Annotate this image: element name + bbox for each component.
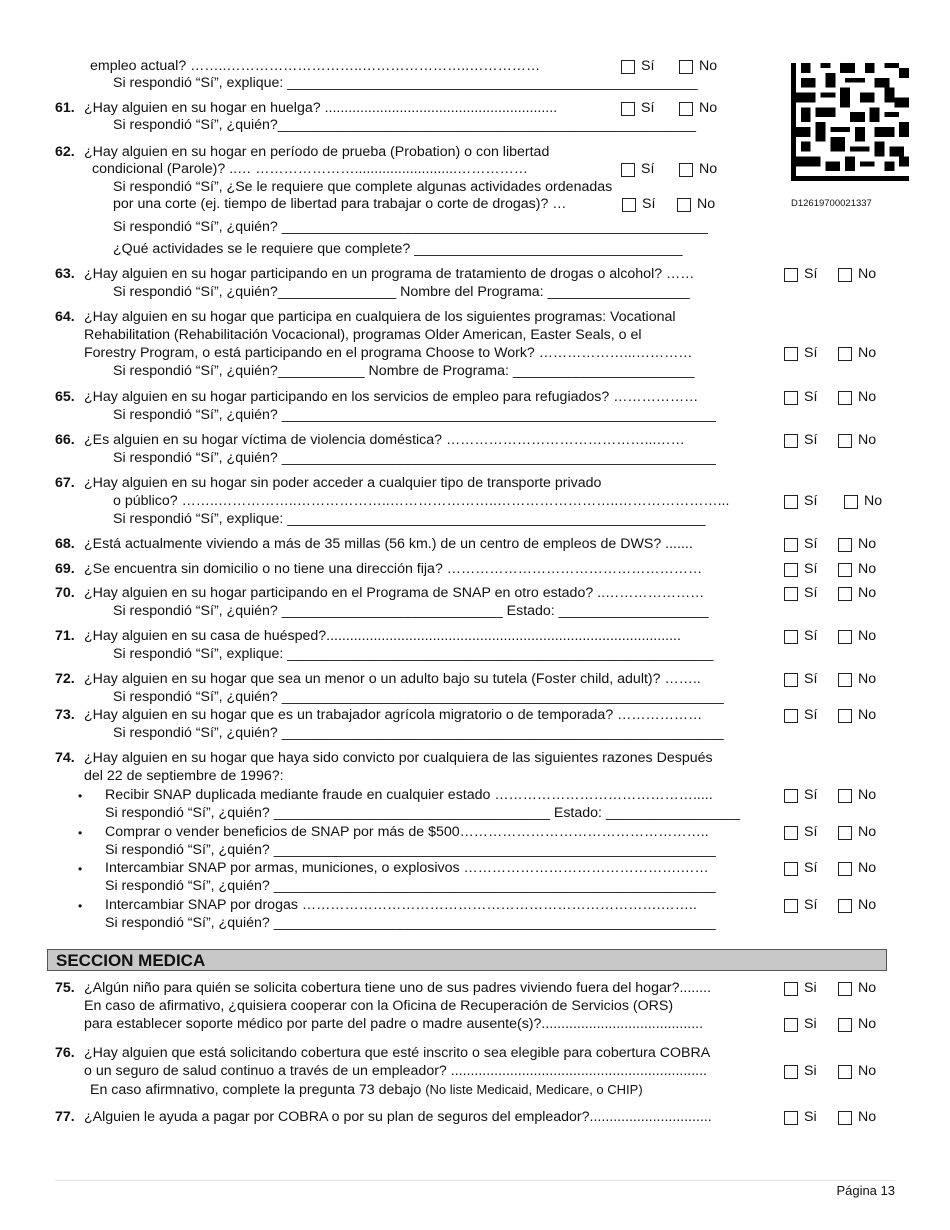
bullet-icon: • [78, 826, 83, 840]
q65-line1: ¿Hay alguien en su hogar participando en los servicios de empleo para refugiados? ……………… [84, 389, 699, 405]
bullet-icon: • [78, 862, 83, 876]
page-number: Página 13 [836, 1183, 895, 1198]
checkbox-icon [838, 563, 852, 577]
q64-line4: Si respondió “Sí”, ¿quién?___________ Nombre de Programa: _______________________ [113, 363, 695, 379]
q74-item2-sub: Si respondió “Sí”, ¿quién? ________________________________________________________ [105, 842, 716, 858]
checkbox-icon [784, 1111, 798, 1125]
checkbox-icon [784, 538, 798, 552]
checkbox-icon [838, 673, 852, 687]
q71-line2: Si respondió “Sí”, explique: ______________________________________________________ [113, 646, 714, 662]
checkbox-icon [621, 163, 635, 177]
q60-yes-checkbox[interactable]: Sí [621, 58, 654, 75]
q75-line1: ¿Algún niño para quién se solicita cobertura tiene uno de sus padres viviendo fuera del hogar?........ [84, 980, 712, 996]
checkbox-icon [784, 268, 798, 282]
q74-line1: ¿Hay alguien en su hogar que haya sido convicto por cualquiera de las siguientes razones Después [84, 750, 713, 766]
q72-line1: ¿Hay alguien en su hogar que sea un menor o un adulto bajo su tutela (Foster child, adult)? …….. [84, 671, 701, 687]
q72-yes-checkbox[interactable]: Sí [784, 671, 817, 688]
q75-yes-checkbox[interactable]: Si [784, 980, 817, 997]
q66-yes-checkbox[interactable]: Sí [784, 432, 817, 449]
checkbox-icon [838, 268, 852, 282]
q72-number: 72. [55, 671, 75, 687]
q62-yes-checkbox[interactable]: Sí [621, 161, 654, 178]
q62-number: 62. [55, 144, 75, 160]
section-medical-title: SECCION MEDICA [56, 951, 206, 970]
q64-line2: Rehabilitation (Rehabilitación Vocacional), programas Older American, Easter Seals, o el [84, 327, 642, 343]
checkbox-icon [784, 673, 798, 687]
q77-line1: ¿Alguien le ayuda a pagar por COBRA o por su plan de seguros del empleador?............................... [84, 1109, 712, 1125]
q74-item4-no-checkbox[interactable]: No [838, 897, 876, 914]
checkbox-icon [622, 198, 636, 212]
q66-no-checkbox[interactable]: No [838, 432, 876, 449]
barcode-code: D12619700021337 [791, 198, 872, 209]
q76-note: (No liste Medicaid, Medicare, o CHIP) [425, 1082, 643, 1097]
q66-line1: ¿Es alguien en su hogar víctima de violencia doméstica? ……………………………………...…… [84, 432, 685, 448]
q63-no-checkbox[interactable]: No [838, 266, 876, 283]
checkbox-icon [679, 163, 693, 177]
q75-ors-yes-checkbox[interactable]: Si [784, 1016, 817, 1033]
q70-number: 70. [55, 585, 75, 601]
checkbox-icon [677, 198, 691, 212]
checkbox-icon [838, 1018, 852, 1032]
checkbox-icon [838, 1065, 852, 1079]
checkbox-icon [784, 899, 798, 913]
q63-number: 63. [55, 266, 75, 282]
q69-number: 69. [55, 561, 75, 577]
q68-line1: ¿Está actualmente viviendo a más de 35 millas (56 km.) de un centro de empleos de DWS? ....... [84, 536, 693, 552]
checkbox-icon [784, 630, 798, 644]
checkbox-icon [784, 982, 798, 996]
checkbox-icon [838, 434, 852, 448]
q64-no-checkbox[interactable]: No [838, 345, 876, 362]
bullet-icon: • [78, 789, 83, 803]
q64-yes-checkbox[interactable]: Sí [784, 345, 817, 362]
checkbox-icon [838, 982, 852, 996]
q62-line2: condicional (Parole)? ..… …………………..........................…………… [92, 161, 528, 177]
q75-line3: para establecer soporte médico por parte del padre o madre ausente(s)?......................................... [84, 1016, 704, 1032]
q61-line2: Si respondió “Sí”, ¿quién?_____________________________________________________ [113, 117, 697, 133]
checkbox-icon [838, 789, 852, 803]
q60-no-checkbox[interactable]: No [679, 58, 717, 75]
checkbox-icon [784, 563, 798, 577]
checkbox-icon [844, 495, 858, 509]
section-medical-header [47, 949, 887, 971]
q64-line3: Forestry Program, o está participando en el programa Choose to Work? ………………...………… [84, 345, 693, 361]
q72-line2: Si respondió “Sí”, ¿quién? ________________________________________________________ [113, 689, 724, 705]
q74-item3-yes-checkbox[interactable]: Sí [784, 860, 817, 877]
q62-court-yes-checkbox[interactable]: Sí [622, 196, 655, 213]
checkbox-icon [784, 391, 798, 405]
q70-line2: Si respondió “Sí”, ¿quién? ____________________________ Estado: ___________________ [113, 603, 709, 619]
q74-item1-text: Recibir SNAP duplicada mediante fraude en cualquier estado ……………………………………..... [105, 787, 713, 803]
q76-line3: En caso afirmnativo, complete la pregunta 73 debajo (No liste Medicaid, Medicare, o CHIP) [90, 1082, 643, 1098]
q74-item4-sub: Si respondió “Sí”, ¿quién? ________________________________________________________ [105, 915, 716, 931]
q74-line2: del 22 de septiembre de 1996?: [84, 768, 284, 784]
q65-yes-checkbox[interactable]: Sí [784, 389, 817, 406]
q77-no-checkbox[interactable]: No [838, 1109, 876, 1126]
checkbox-icon [784, 495, 798, 509]
checkbox-icon [679, 102, 693, 116]
checkbox-icon [838, 538, 852, 552]
q74-item2-text: Comprar o vender beneficios de SNAP por más de $500…………………………………………….. [105, 824, 709, 840]
q62-court-no-checkbox[interactable]: No [677, 196, 715, 213]
checkbox-icon [838, 391, 852, 405]
q74-number: 74. [55, 750, 75, 766]
q68-yes-checkbox[interactable]: Sí [784, 536, 817, 553]
checkbox-icon [784, 1065, 798, 1079]
q77-number: 77. [55, 1109, 75, 1125]
checkbox-icon [838, 826, 852, 840]
q69-no-checkbox[interactable]: No [838, 561, 876, 578]
q65-line2: Si respondió “Sí”, ¿quién? _______________________________________________________ [113, 407, 716, 423]
q76-line1: ¿Hay alguien que está solicitando cobertura que esté inscrito o sea elegible para cobertura COBRA [84, 1045, 711, 1061]
checkbox-icon [838, 1111, 852, 1125]
q77-yes-checkbox[interactable]: Si [784, 1109, 817, 1126]
q67-line2: o público? ……..……………..………………..…………………..……………………..…………………... [113, 493, 730, 509]
q76-number: 76. [55, 1045, 75, 1061]
q74-item3-sub: Si respondió “Sí”, ¿quién? ________________________________________________________ [105, 878, 716, 894]
checkbox-icon [838, 347, 852, 361]
checkbox-icon [621, 60, 635, 74]
q74-item1-yes-checkbox[interactable]: Sí [784, 787, 817, 804]
q68-no-checkbox[interactable]: No [838, 536, 876, 553]
q62-line1: ¿Hay alguien en su hogar en período de prueba (Probation) o con libertad [84, 144, 550, 160]
q67-number: 67. [55, 475, 75, 491]
checkbox-icon [838, 587, 852, 601]
checkbox-icon [784, 862, 798, 876]
q61-yes-checkbox[interactable]: Sí [621, 100, 654, 117]
q73-yes-checkbox[interactable]: Sí [784, 707, 817, 724]
footer-divider [55, 1180, 895, 1181]
q74-item1-no-checkbox[interactable]: No [838, 787, 876, 804]
checkbox-icon [784, 587, 798, 601]
q76-no-checkbox[interactable]: No [838, 1063, 876, 1080]
q69-line1: ¿Se encuentra sin domicilio o no tiene una dirección fija? ……………………………………………… [84, 561, 703, 577]
q69-yes-checkbox[interactable]: Sí [784, 561, 817, 578]
checkbox-icon [784, 826, 798, 840]
checkbox-icon [621, 102, 635, 116]
q76-yes-checkbox[interactable]: Si [784, 1063, 817, 1080]
q73-number: 73. [55, 707, 75, 723]
checkbox-icon [838, 899, 852, 913]
q61-line1: ¿Hay alguien en su hogar en huelga? ........................................................... [84, 100, 558, 116]
checkbox-icon [838, 709, 852, 723]
q71-number: 71. [55, 628, 75, 644]
q63-line2: Si respondió “Sí”, ¿quién?_______________ Nombre del Programa: __________________ [113, 284, 690, 300]
q75-number: 75. [55, 980, 75, 996]
q60-line1: empleo actual? ……..………………………..…………………..…………… [90, 58, 541, 74]
q74-item4-text: Intercambiar SNAP por drogas ………………………………………………………………….…….. [105, 897, 697, 913]
q70-yes-checkbox[interactable]: Sí [784, 585, 817, 602]
checkbox-icon [679, 60, 693, 74]
q62-line4: por una corte (ej. tiempo de libertad para trabajar o corte de drogas)? … [113, 196, 567, 212]
checkbox-icon [784, 709, 798, 723]
checkbox-icon [784, 347, 798, 361]
q74-item1-sub: Si respondió “Sí”, ¿quién? ___________________________________ Estado: _________________ [105, 805, 741, 821]
q74-item2-no-checkbox[interactable]: No [838, 824, 876, 841]
checkbox-icon [838, 630, 852, 644]
q67-yes-checkbox[interactable]: Sí [784, 493, 817, 510]
q62-line6: ¿Qué actividades se le requiere que complete? __________________________________ [113, 241, 683, 257]
q71-line1: ¿Hay alguien en su casa de huésped?.......................................................................................... [84, 628, 681, 644]
q60-line2: Si respondió “Sí”, explique: ____________________________________________________ [113, 75, 698, 91]
checkbox-icon [784, 789, 798, 803]
q62-no-checkbox[interactable]: No [679, 161, 717, 178]
q62-line3: Si respondió “Sí”, ¿Se le requiere que complete algunas actividades ordenadas [113, 179, 613, 195]
q66-line2: Si respondió “Sí”, ¿quién? _______________________________________________________ [113, 450, 716, 466]
q67-line3: Si respondió “Sí”, explique: _____________________________________________________ [113, 511, 706, 527]
q75-line2: En caso de afirmativo, ¿quisiera cooperar con la Oficina de Recuperación de Servicios (ORS) [84, 998, 674, 1014]
q73-line1: ¿Hay alguien en su hogar que es un trabajador agrícola migratorio o de temporada? ……………… [84, 707, 703, 723]
q70-no-checkbox[interactable]: No [838, 585, 876, 602]
q65-number: 65. [55, 389, 75, 405]
q72-no-checkbox[interactable]: No [838, 671, 876, 688]
q74-item3-text: Intercambiar SNAP por armas, municiones, o explosivos ……………………………………….…… [105, 860, 709, 876]
q67-no-checkbox[interactable]: No [844, 493, 882, 510]
q67-line1: ¿Hay alguien en su hogar sin poder acceder a cualquier tipo de transporte privado [84, 475, 602, 491]
q64-number: 64. [55, 309, 75, 325]
q70-line1: ¿Hay alguien en su hogar participando en el Programa de SNAP en otro estado? ..………………… [84, 585, 705, 601]
q61-no-checkbox[interactable]: No [679, 100, 717, 117]
q62-line5: Si respondió “Sí”, ¿quién? ______________________________________________________ [113, 219, 708, 235]
q64-line1: ¿Hay alguien en su hogar que participa en cualquiera de los siguientes programas: Vocational [84, 309, 676, 325]
bullet-icon: • [78, 899, 83, 913]
q75-ors-no-checkbox[interactable]: No [838, 1016, 876, 1033]
q76-line2: o un seguro de salud continuo a través de un empleador? ................................................................. [84, 1063, 707, 1079]
q74-item3-no-checkbox[interactable]: No [838, 860, 876, 877]
checkbox-icon [784, 434, 798, 448]
checkbox-icon [838, 862, 852, 876]
q63-line1: ¿Hay alguien en su hogar participando en un programa de tratamiento de drogas o alcohol? …… [84, 266, 695, 282]
q74-item4-yes-checkbox[interactable]: Sí [784, 897, 817, 914]
barcode-2d [791, 63, 909, 181]
q73-line2: Si respondió “Sí”, ¿quién? ________________________________________________________ [113, 725, 724, 741]
q68-number: 68. [55, 536, 75, 552]
q71-no-checkbox[interactable]: No [838, 628, 876, 645]
q74-item2-yes-checkbox[interactable]: Sí [784, 824, 817, 841]
q61-number: 61. [55, 100, 75, 116]
q73-no-checkbox[interactable]: No [838, 707, 876, 724]
q75-no-checkbox[interactable]: No [838, 980, 876, 997]
q63-yes-checkbox[interactable]: Sí [784, 266, 817, 283]
q65-no-checkbox[interactable]: No [838, 389, 876, 406]
checkbox-icon [784, 1018, 798, 1032]
q66-number: 66. [55, 432, 75, 448]
q71-yes-checkbox[interactable]: Sí [784, 628, 817, 645]
